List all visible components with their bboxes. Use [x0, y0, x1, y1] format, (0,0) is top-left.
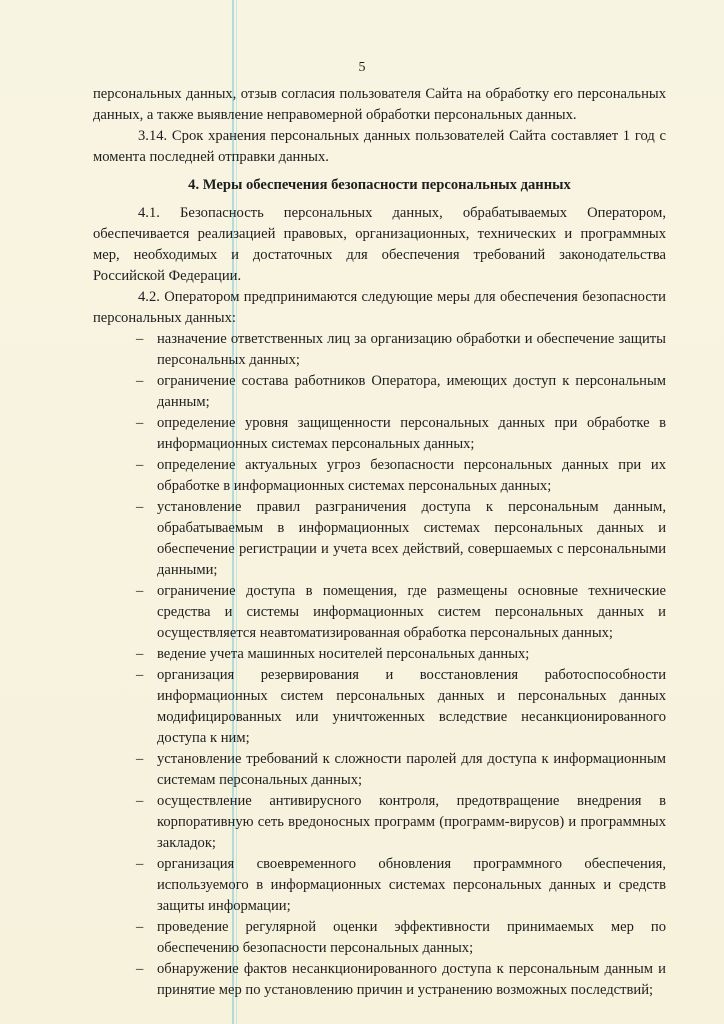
list-item-text: ограничение доступа в помещения, где размещены основные технические средства и системы информационных систем персональных данных и осуществляется неавтоматизированная обработка персональных данных;	[157, 583, 666, 641]
list-item	[93, 665, 666, 749]
dash-bullet: –	[136, 751, 144, 767]
list-item-text: организация своевременного обновления программного обеспечения, используемого в информационных системах персональных данных и средств защиты информации;	[157, 856, 666, 914]
dash-bullet: –	[136, 793, 144, 809]
document-body	[93, 84, 666, 1001]
list-item	[93, 497, 666, 581]
dash-bullet: –	[136, 373, 144, 389]
dash-bullet: –	[136, 961, 144, 977]
list-item-text: ограничение состава работников Оператора, имеющих доступ к персональным данным;	[157, 373, 666, 410]
dash-bullet: –	[136, 919, 144, 935]
list-item-text: организация резервирования и восстановления работоспособности информационных систем персональных данных и персональных данных модифицированных или уничтоженных вследствие несанкционированного доступа к ним;	[157, 667, 666, 746]
list-item-text: назначение ответственных лиц за организацию обработки и обеспечение защиты персональных данных;	[157, 331, 666, 368]
dash-bullet: –	[136, 856, 144, 872]
dash-bullet: –	[136, 646, 144, 662]
list-item	[93, 917, 666, 959]
list-item	[93, 455, 666, 497]
paragraph-4-1: 4.1. Безопасность персональных данных, обрабатываемых Оператором, обеспечивается реализацией правовых, организационных, технических и программных мер, необходимых и достаточных для обеспечения требований законодательства Российской Федерации.	[93, 205, 666, 284]
list-item-text: осуществление антивирусного контроля, предотвращение внедрения в корпоративную сеть вредоносных программ (программ-вирусов) и программных закладок;	[157, 793, 666, 851]
list-item	[93, 371, 666, 413]
paragraph-4-2: 4.2. Оператором предпринимаются следующие меры для обеспечения безопасности персональных данных:	[93, 289, 666, 326]
measures-list	[93, 329, 666, 1001]
list-item-text: определение актуальных угроз безопасности персональных данных при их обработке в информационных системах персональных данных;	[157, 457, 666, 494]
list-item-text: ведение учета машинных носителей персональных данных;	[157, 646, 530, 662]
paragraph-continuation: персональных данных, отзыв согласия пользователя Сайта на обработку его персональных данных, а также выявление неправомерной обработки персональных данных.	[93, 86, 666, 123]
dash-bullet: –	[136, 667, 144, 683]
list-item	[93, 959, 666, 1001]
dash-bullet: –	[136, 499, 144, 515]
list-item	[93, 791, 666, 854]
list-item-text: установление требований к сложности паролей для доступа к информационным системам персональных данных;	[157, 751, 666, 788]
section-heading: 4. Меры обеспечения безопасности персональных данных	[188, 177, 571, 193]
page-number: 5	[358, 60, 366, 75]
list-item	[93, 329, 666, 371]
list-item-text: обнаружение фактов несанкционированного доступа к персональным данным и принятие мер по установлению причин и устранению возможных последствий;	[157, 961, 666, 998]
list-item-text: определение уровня защищенности персональных данных при обработке в информационных системах персональных данных;	[157, 415, 666, 452]
paragraph-3-14: 3.14. Срок хранения персональных данных пользователей Сайта составляет 1 год с момента последней отправки данных.	[93, 128, 666, 165]
list-item	[93, 854, 666, 917]
list-item	[93, 749, 666, 791]
list-item-text: проведение регулярной оценки эффективности принимаемых мер по обеспечению безопасности персональных данных;	[157, 919, 666, 956]
dash-bullet: –	[136, 331, 144, 347]
list-item-text: установление правил разграничения доступа к персональным данным, обрабатываемым в информационных системах персональных данных и обеспечение регистрации и учета всех действий, совершаемых с персональными данными;	[157, 499, 666, 578]
dash-bullet: –	[136, 457, 144, 473]
dash-bullet: –	[136, 583, 144, 599]
dash-bullet: –	[136, 415, 144, 431]
list-item	[93, 413, 666, 455]
list-item	[93, 644, 666, 665]
list-item	[93, 581, 666, 644]
